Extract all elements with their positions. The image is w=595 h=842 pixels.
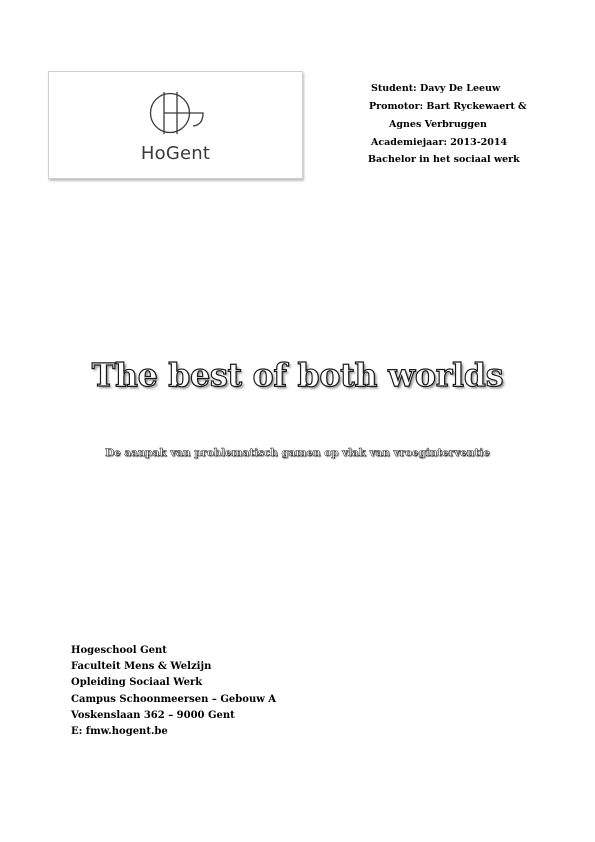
address-line: Campus Schoonmeersen – Gebouw A <box>71 693 277 705</box>
promotor-line-2: Agnes Verbruggen <box>389 119 487 130</box>
logo-wordmark: HoGent <box>140 143 211 164</box>
opleiding-line: Bachelor in het sociaal werk <box>368 154 520 165</box>
student-line: Student: Davy De Leeuw <box>371 83 501 94</box>
address-line: Opleiding Sociaal Werk <box>71 677 203 689</box>
address-block <box>71 643 276 740</box>
hogent-logo <box>48 71 303 179</box>
address-line: Hogeschool Gent <box>71 645 167 656</box>
academiejaar-line: Academiejaar: 2013-2014 <box>371 137 508 148</box>
document-subtitle: De aanpak van problematisch gamen op vlak van vroeginterventie <box>105 447 490 459</box>
address-line: Voskenslaan 362 – 9000 Gent <box>71 709 235 721</box>
promotor-line-1: Promotor: Bart Ryckewaert & <box>369 101 527 112</box>
address-line: Faculteit Mens & Welzijn <box>71 661 212 673</box>
address-line: E: fmw.hogent.be <box>71 726 168 738</box>
document-title: The best of both worlds <box>91 357 504 394</box>
hogent-monogram-icon <box>146 88 206 138</box>
